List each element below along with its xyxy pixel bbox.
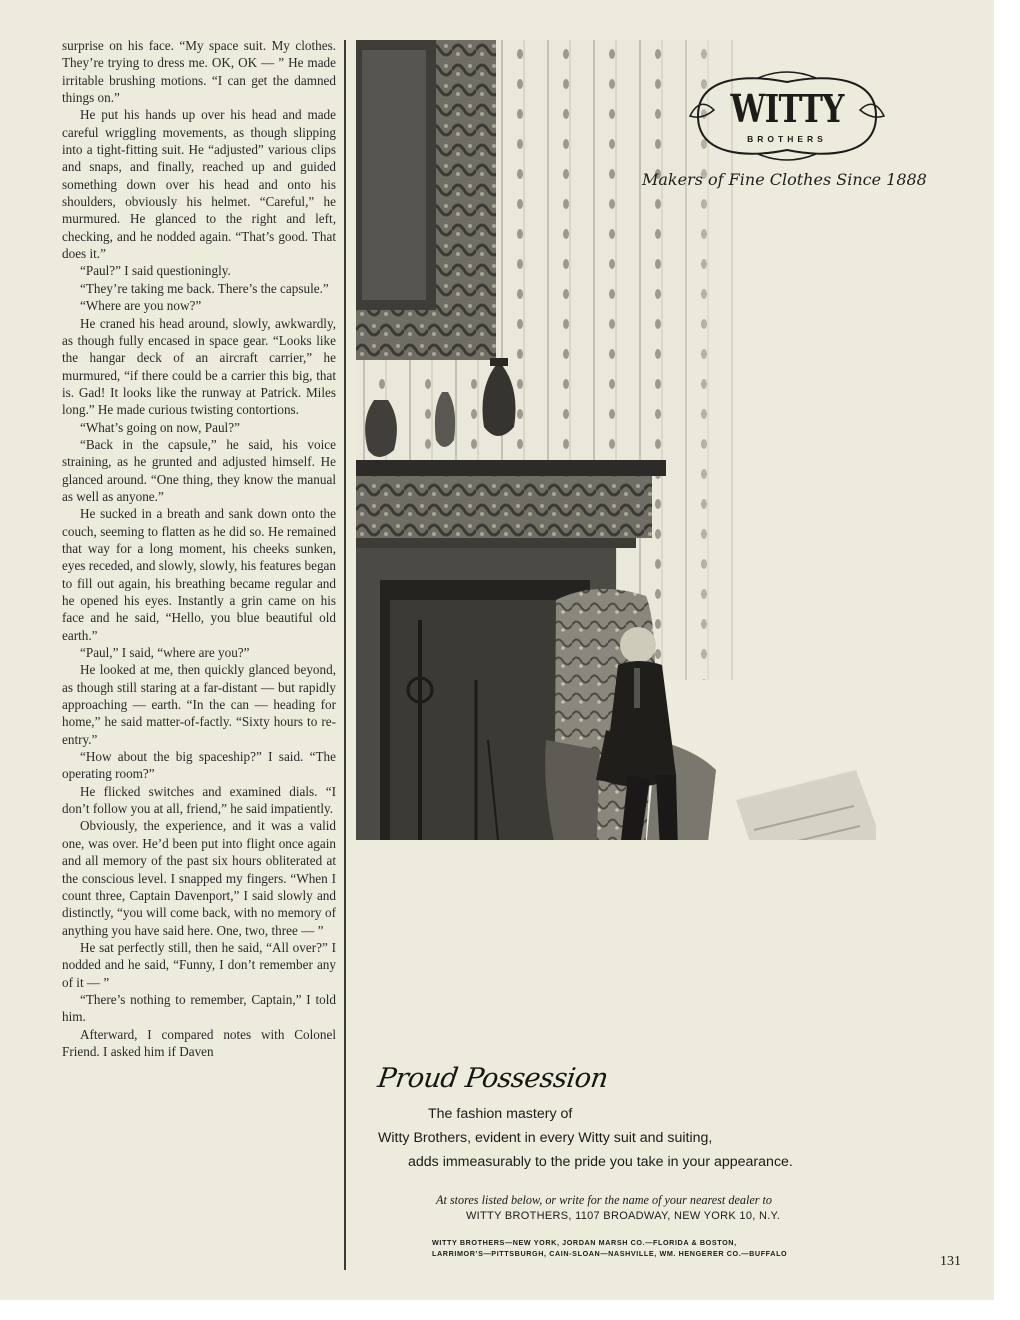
story-paragraph: surprise on his face. “My space suit. My clothes. They’re trying to dress me. OK, OK — ” He made irritable brushing motions. “I can get the damned things on.” (62, 38, 336, 106)
story-paragraph: He craned his head around, slowly, awkwardly, as though fully encased in space gear. “Looks like the hangar deck of an aircraft carrier,” he murmured, “if there could be a carrier this big, that is. Gad! It looks like the runway at Patrick. Miles long.” He made curious twisting contortions. (62, 315, 336, 418)
ad-copy-line: adds immeasurably to the pride you take in your appearance. (408, 1154, 793, 1170)
stores-note: At stores listed below, or write for the name of your nearest dealer to (436, 1193, 773, 1207)
scan-margin (0, 1300, 1020, 1320)
ad-copy-line: Witty Brothers, evident in every Witty suit and suiting, (378, 1130, 713, 1146)
story-paragraph: He looked at me, then quickly glanced beyond, as though still staring at a far-distant — but rapidly approaching — earth. “In the can — heading for home,” he said matter-of-factly. “Sixty hours to re-entry.” (62, 662, 336, 747)
story-paragraph: “Back in the capsule,” he said, his voice straining, as he grunted and adjusted himself. He glanced around. “One thing, they know the manual as well as anyone.” (62, 436, 336, 504)
story-paragraph: “Paul,” I said, “where are you?” (80, 645, 250, 661)
ad-headline: Proud Possession (375, 1063, 610, 1094)
column-divider (344, 40, 346, 1270)
logo-subtitle: BROTHERS (747, 134, 827, 144)
story-paragraph: Obviously, the experience, and it was a valid one, was over. He’d been put into flight once again and all memory of the past six hours obliterated at the conscious level. I snapped my fingers. “When I count three, Captain Davenport,” I said slowly and distinctly, “you will come back, with no memory of anything you have said here. One, two, three — ” (62, 818, 336, 938)
company-address: WITTY BROTHERS, 1107 BROADWAY, NEW YORK 10, N.Y. (466, 1210, 781, 1222)
story-paragraph: He flicked switches and examined dials. “I don’t follow you at all, friend,” he said impatiently. (62, 783, 336, 817)
scan-margin (994, 0, 1020, 1320)
ad-copy-line: The fashion mastery of (428, 1106, 573, 1122)
story-paragraph: “They’re taking me back. There’s the capsule.” (80, 280, 329, 296)
story-column (62, 37, 336, 1060)
page-number: 131 (940, 1254, 961, 1269)
story-paragraph: “Paul?” I said questioningly. (80, 263, 231, 279)
logo-wordmark: WITTY (730, 86, 844, 131)
brand-tagline: Makers of Fine Clothes Since 1888 (642, 170, 927, 189)
story-paragraph: “Where are you now?” (80, 298, 202, 314)
store-list-line: WITTY BROTHERS—NEW YORK, JORDAN MARSH CO.—FLORIDA & BOSTON, (432, 1238, 737, 1247)
story-paragraph: “What’s going on now, Paul?” (80, 419, 240, 435)
store-list-line: LARRIMOR’S—PITTSBURGH, CAIN-SLOAN—NASHVILLE, WM. HENGERER CO.—BUFFALO (432, 1249, 788, 1258)
story-paragraph: Afterward, I compared notes with Colonel Friend. I asked him if Daven (62, 1026, 336, 1059)
story-paragraph: “How about the big spaceship?” I said. “The operating room?” (62, 749, 336, 782)
witty-brothers-logo (688, 66, 886, 166)
story-paragraph: “There’s nothing to remember, Captain,” I told him. (62, 991, 336, 1025)
story-paragraph: He sat perfectly still, then he said, “All over?” I nodded and he said, “Funny, I don’t remember any of it — ” (62, 939, 336, 990)
story-paragraph: He sucked in a breath and sank down onto the couch, seeming to flatten as he did so. He remained that way for a long moment, his cheeks sunken, eyes receded, and slowly, slowly, his features began to fill out again, his breathing became regular and he opened his eyes. Instantly a grin came on his face and he said, “Hello, you blue beautiful old earth.” (62, 506, 336, 643)
story-paragraph: He put his hands up over his head and made careful wriggling movements, as though slipping into a tight-fitting suit. He “adjusted” various clips and snaps, and finally, reached up and guided something down over his head and onto his shoulders, obviously his helmet. “Careful,” he murmured. He glanced to the right and left, checking, and he nodded again. “That’s good. That does it.” (62, 107, 336, 262)
